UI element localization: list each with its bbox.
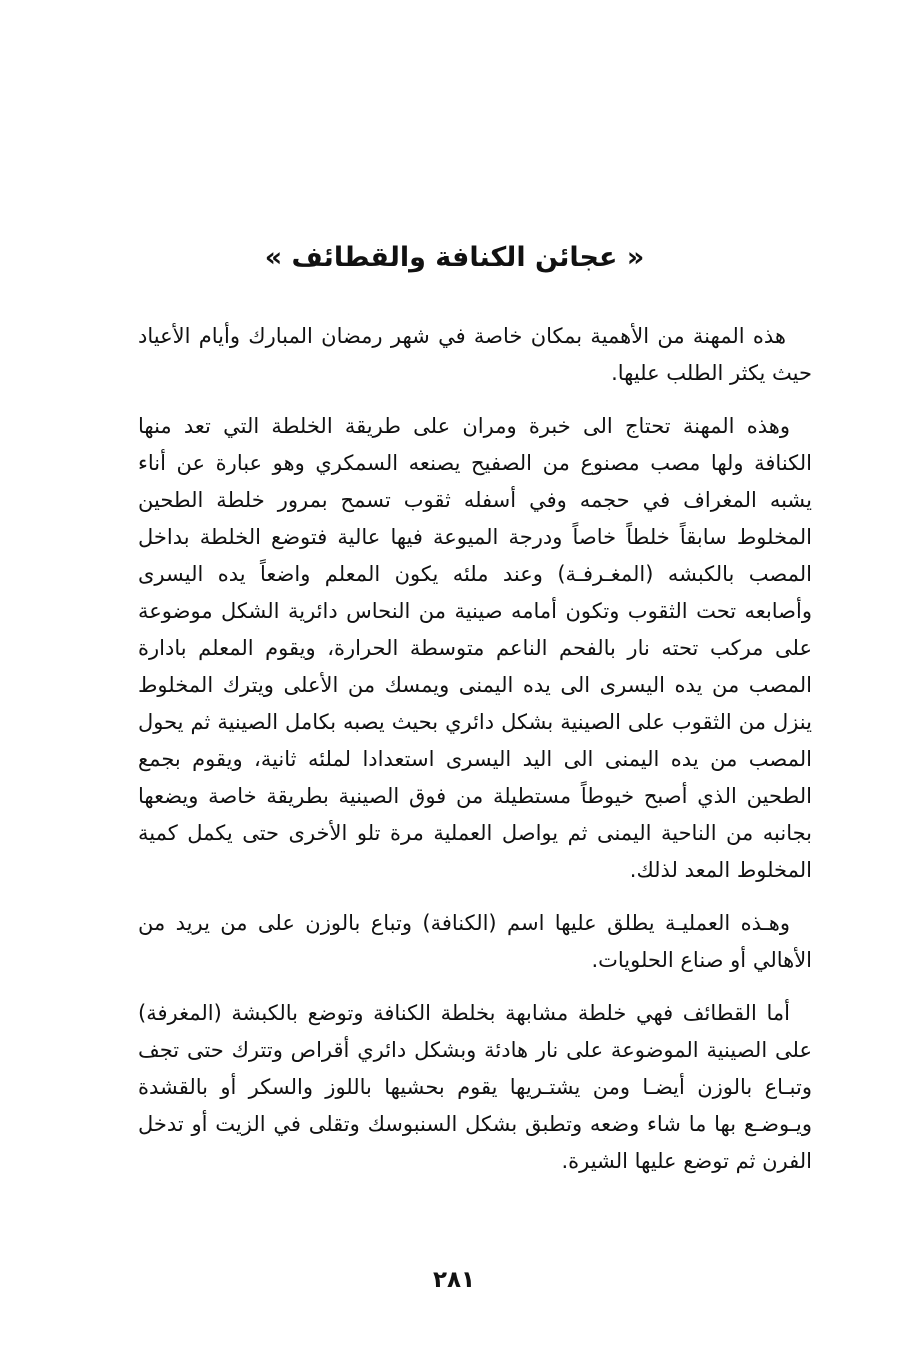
paragraph: وهـذه العمليـة يطلق عليها اسم (الكنافة) وتباع بالوزن على من يريد من الأهالي أو صناع الحلويات. [138, 911, 812, 972]
paragraph: وهذه المهنة تحتاج الى خبرة ومران على طريقة الخلطة التي تعد منها الكنافة ولها مصب مصنوع من الصفيح يصنعه السمكري وهو عبارة عن أناء يشبه المغراف في حجمه وفي أسفله ثقوب تسمح بمرور خلطة الطحين المخلوط سابقاً خلطاً خاصاً ودرجة الميوعة فيها عالية فتوضع الخلطة بداخل المصب بالكبشه (المغـرفـة) وعند ملئه يكون المعلم واضعاً يده اليسرى وأصابعه تحت الثقوب وتكون أمامه صينية من النحاس دائرية الشكل موضوعة على مركب تحته نار بالفحم الناعم متوسطة الحرارة، ويقوم المعلم بادارة المصب من يده اليسرى الى يده اليمنى ويمسك من الأعلى ويترك المخلوط ينزل من الثقوب على الصينية بشكل دائري بحيث يصبه بكامل الصينية ثم يحول المصب من يده اليمنى الى اليد اليسرى استعدادا لملئه ثانية، ويقوم بجمع الطحين الذي أصبح خيوطاً مستطيلة من فوق الصينية بطريقة خاصة ويضعها بجانبه من الناحية اليمنى ثم يواصل العملية مرة تلو الأخرى حتى يكمل كمية المخلوط المعد لذلك. [138, 414, 812, 882]
paragraph: أما القطائف فهي خلطة مشابهة بخلطة الكنافة وتوضع بالكبشة (المغرفة) على الصينية الموضوعة على نار هادئة وبشكل دائري أقراص وتترك حتى تجف وتبـاع بالوزن أيضـا ومن يشتـريها يقوم بحشيها باللوز والسكر أو بالقشدة ويـوضـع بها ما شاء وضعه وتطبق بشكل السنبوسك وتقلى في الزيت أو تدخل الفرن ثم توضع عليها الشيرة. [138, 1001, 812, 1173]
paragraph: هذه المهنة من الأهمية بمكان خاصة في شهر رمضان المبارك وأيام الأعياد حيث يكثر الطلب عليها. [138, 324, 812, 385]
chapter-title: « عجائن الكنافة والقطائف » [264, 242, 645, 274]
page-number: ٢٨١ [432, 1267, 476, 1293]
body-text [138, 318, 812, 1196]
